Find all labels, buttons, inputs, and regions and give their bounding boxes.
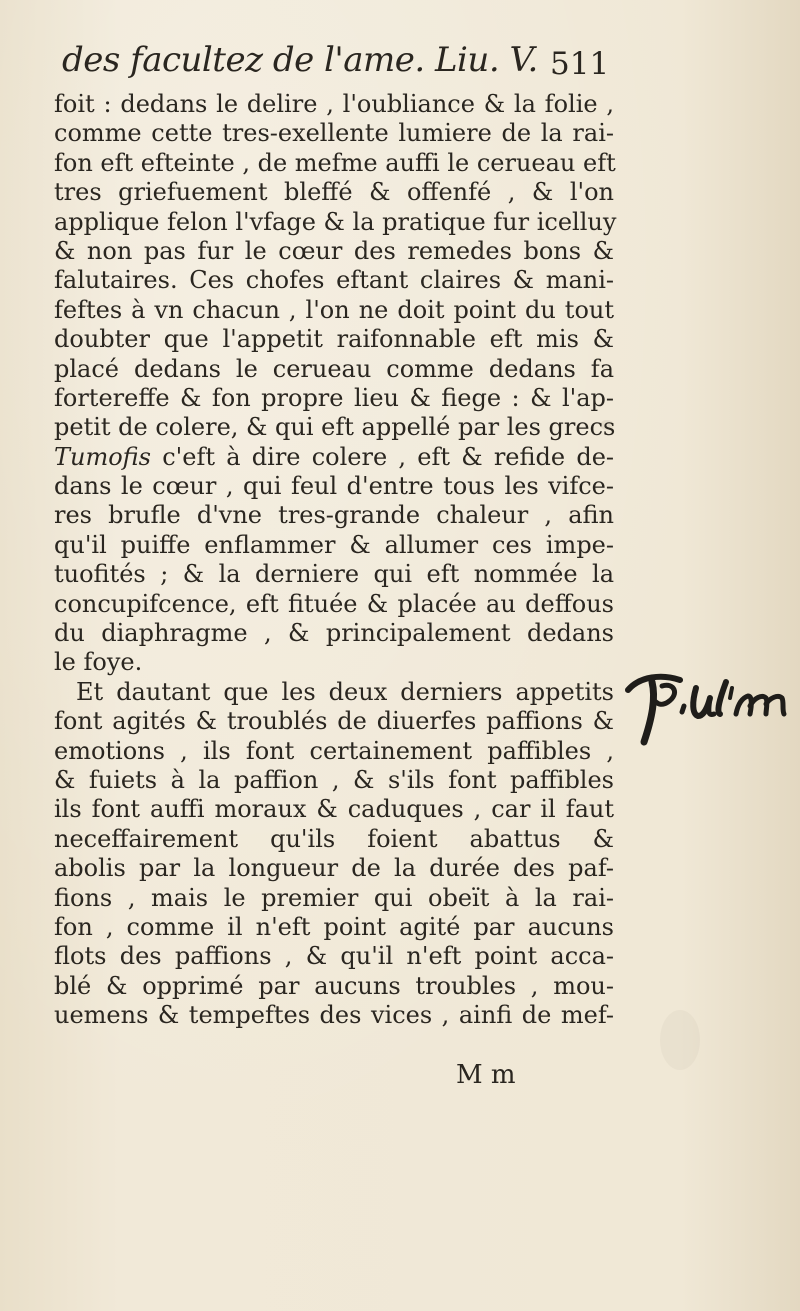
text-line: & fuiets à la paffion , & s'ils font paffibles xyxy=(54,765,614,794)
page-number: 511 xyxy=(550,46,610,82)
text-line: font agités & troublés de diuerfes paffions & xyxy=(54,707,614,736)
text-line: & non pas fur le cœur des remedes bons & xyxy=(54,236,614,265)
text-line-rest: c'eft à dire colere , eft & refide de- xyxy=(151,442,614,471)
paper-stain xyxy=(660,1010,700,1070)
text-line: fortereffe & fon propre lieu & fiege : & l'ap- xyxy=(54,383,614,412)
text-line: neceffairement qu'ils foient abattus & xyxy=(54,824,614,853)
handwritten-scribble-icon xyxy=(622,668,792,750)
handwritten-marginal-note xyxy=(622,668,792,750)
text-line: feftes à vn chacun , l'on ne doit point du tout xyxy=(54,295,614,324)
text-line: placé dedans le cerueau comme dedans fa xyxy=(54,354,614,383)
text-line: falutaires. Ces chofes eftant claires & mani- xyxy=(54,266,614,295)
text-line: doubter que l'appetit raifonnable eft mis & xyxy=(54,325,614,354)
text-line: du diaphragme , & principalement dedans xyxy=(54,619,614,648)
text-line xyxy=(54,443,614,472)
page-header xyxy=(62,40,622,90)
text-line: ils font auffi moraux & caduques , car il faut xyxy=(54,795,614,824)
text-line: concupifcence, eft fituée & placée au deffous xyxy=(54,589,614,618)
text-line: abolis par la longueur de la durée des paf- xyxy=(54,854,614,883)
text-line: dans le cœur , qui feul d'entre tous les vifce- xyxy=(54,472,614,501)
text-line: fon , comme il n'eft point agité par aucuns xyxy=(54,912,614,941)
text-line: fions , mais le premier qui obeït à la rai- xyxy=(54,883,614,912)
text-line: Et dautant que les deux derniers appetits xyxy=(76,677,614,706)
text-line: le foye. xyxy=(54,648,143,677)
text-line: fon eft efteinte , de mefme auffi le cerueau eft xyxy=(54,148,616,177)
text-line: petit de colere, & qui eft appellé par les grecs xyxy=(54,413,616,442)
text-line: flots des paffions , & qu'il n'eft point acca- xyxy=(54,942,614,971)
greek-term: Tumofis xyxy=(54,442,151,471)
text-line: qu'il puiffe enflammer & allumer ces impe- xyxy=(54,530,614,559)
body-text xyxy=(54,90,617,1031)
text-line: blé & opprimé par aucuns troubles , mou- xyxy=(54,971,614,1000)
text-line: foit : dedans le delire , l'oubliance & la folie , xyxy=(54,90,614,118)
text-line: tres griefuement bleffé & offenfé , & l'on xyxy=(54,178,614,207)
catchword: M m xyxy=(456,1060,516,1090)
text-line: applique felon l'vfage & la pratique fur icelluy xyxy=(54,207,617,236)
running-head: des facultez de l'ame. Liu. V. xyxy=(62,40,538,80)
text-line: res brufle d'vne tres-grande chaleur , afin xyxy=(54,501,614,530)
text-line: tuofités ; & la derniere qui eft nommée la xyxy=(54,560,614,589)
text-line: uemens & tempeftes des vices , ainfi de mef- xyxy=(54,1001,614,1030)
text-line: comme cette tres-exellente lumiere de la rai- xyxy=(54,119,614,148)
text-line: emotions , ils font certainement paffibles , xyxy=(54,736,614,765)
